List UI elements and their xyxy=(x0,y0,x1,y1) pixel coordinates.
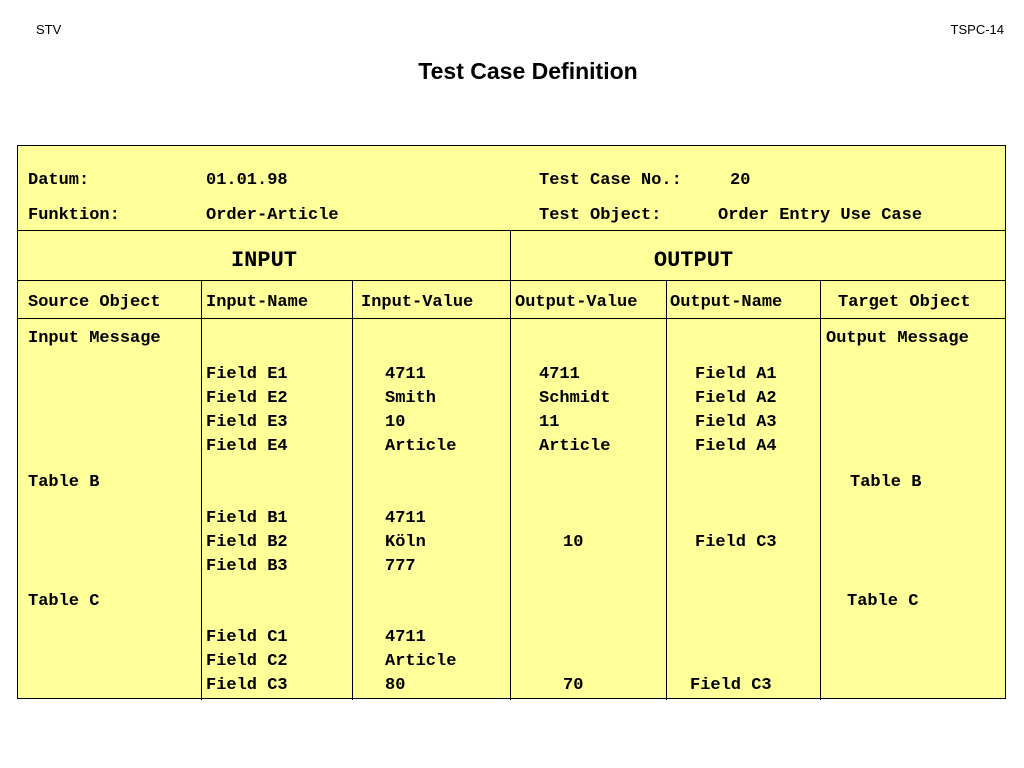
input-value-cell: Article xyxy=(385,437,457,456)
divider xyxy=(18,280,1005,281)
column-header-input-name: Input-Name xyxy=(206,293,309,312)
input-section-label: INPUT xyxy=(230,248,297,273)
column-header-output-value: Output-Value xyxy=(515,293,638,312)
header-right: TSPC-14 xyxy=(950,22,1004,37)
test-case-value: 20 xyxy=(730,171,751,190)
datum-value: 01.01.98 xyxy=(206,171,288,190)
input-value-cell: Smith xyxy=(385,389,437,408)
funktion-label: Funktion: xyxy=(28,206,120,225)
funktion-value: Order-Article xyxy=(206,206,339,225)
input-name-cell: Field C2 xyxy=(206,652,288,671)
column-header-target-object: Target Object xyxy=(838,293,971,312)
output-value-cell: 10 xyxy=(563,533,584,552)
input-value-cell: Köln xyxy=(385,533,426,552)
input-name-cell: Field C1 xyxy=(206,628,288,647)
input-name-cell: Field E1 xyxy=(206,365,288,384)
input-value-cell: 80 xyxy=(385,676,406,695)
divider xyxy=(18,318,1005,319)
column-divider xyxy=(820,280,821,700)
input-name-cell: Field B2 xyxy=(206,533,288,552)
output-name-cell: Field A2 xyxy=(695,389,777,408)
output-name-cell: Field C3 xyxy=(695,533,777,552)
group-target: Output Message xyxy=(826,329,969,348)
input-value-cell: 777 xyxy=(385,557,416,576)
test-object-value: Order Entry Use Case xyxy=(718,206,923,225)
header-left: STV xyxy=(36,22,62,37)
group-source: Input Message xyxy=(28,329,161,348)
input-value-cell: 4711 xyxy=(385,365,426,384)
input-name-cell: Field C3 xyxy=(206,676,288,695)
input-name-cell: Field E4 xyxy=(206,437,288,456)
column-divider xyxy=(201,280,202,700)
output-value-cell: Schmidt xyxy=(539,389,611,408)
page-title: Test Case Definition xyxy=(418,58,638,84)
input-value-cell: 10 xyxy=(385,413,406,432)
datum-label: Datum: xyxy=(28,171,90,190)
output-name-cell: Field A4 xyxy=(695,437,777,456)
test-object-label: Test Object: xyxy=(539,206,662,225)
input-name-cell: Field B3 xyxy=(206,557,288,576)
input-name-cell: Field B1 xyxy=(206,509,288,528)
test-case-table xyxy=(17,145,1006,699)
output-value-cell: 11 xyxy=(539,413,560,432)
group-source: Table C xyxy=(28,592,100,611)
input-value-cell: 4711 xyxy=(385,628,426,647)
output-value-cell: 4711 xyxy=(539,365,580,384)
output-section-label: OUTPUT xyxy=(653,248,734,273)
divider xyxy=(18,230,1005,231)
column-divider xyxy=(352,280,353,700)
input-name-cell: Field E2 xyxy=(206,389,288,408)
test-case-label: Test Case No.: xyxy=(539,171,682,190)
column-divider xyxy=(510,280,511,700)
output-value-cell: Article xyxy=(539,437,611,456)
output-value-cell: 70 xyxy=(563,676,584,695)
input-name-cell: Field E3 xyxy=(206,413,288,432)
output-name-cell: Field A1 xyxy=(695,365,777,384)
input-value-cell: 4711 xyxy=(385,509,426,528)
input-value-cell: Article xyxy=(385,652,457,671)
group-target: Table B xyxy=(850,473,922,492)
group-target: Table C xyxy=(847,592,919,611)
group-source: Table B xyxy=(28,473,100,492)
column-divider xyxy=(666,280,667,700)
column-header-input-value: Input-Value xyxy=(361,293,474,312)
column-header-source-object: Source Object xyxy=(28,293,161,312)
output-name-cell: Field C3 xyxy=(690,676,772,695)
output-name-cell: Field A3 xyxy=(695,413,777,432)
column-header-output-name: Output-Name xyxy=(670,293,783,312)
